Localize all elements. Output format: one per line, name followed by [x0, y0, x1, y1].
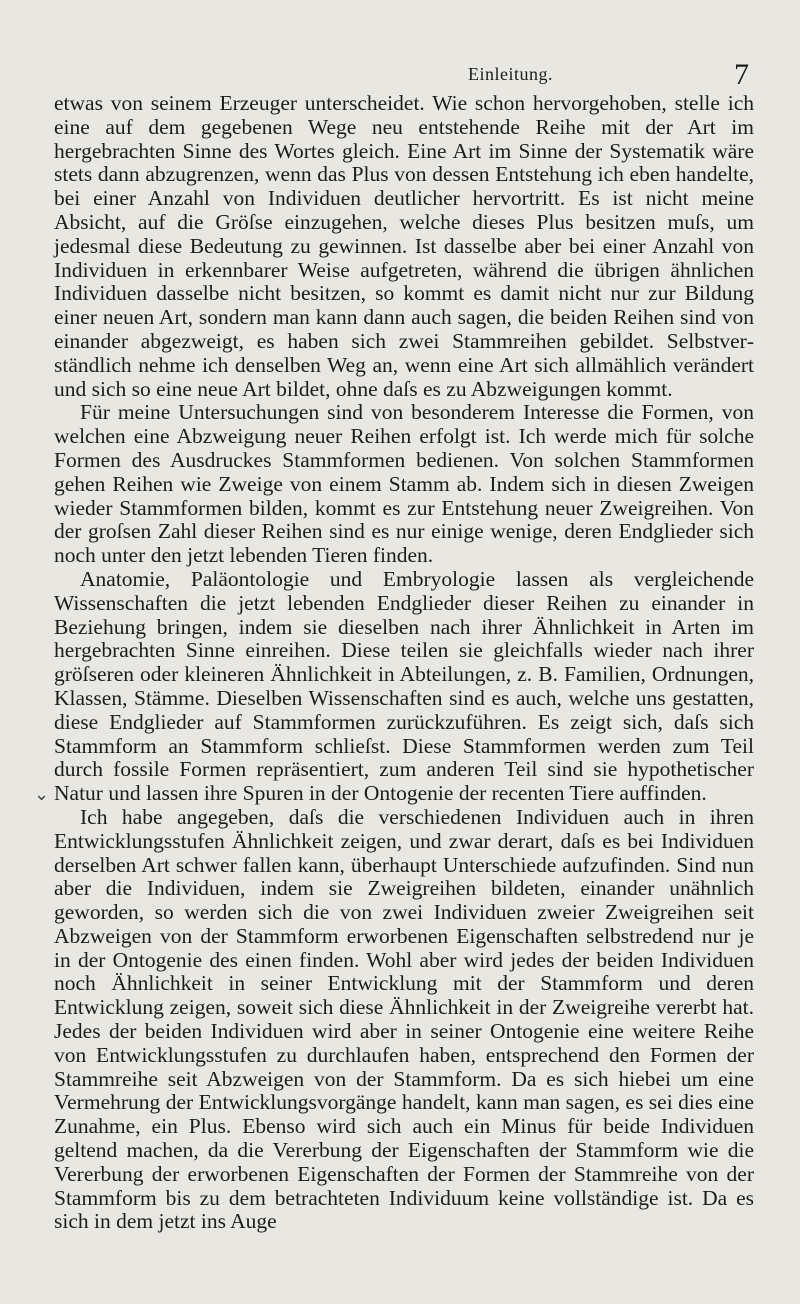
page-header [0, 58, 800, 90]
body-text [54, 92, 754, 1234]
paragraph-4: Ich habe angegeben, daſs die verschiedenen Individuen auch in ihren Entwicklungsstufen Ähnlichkeit zeigen, und zwar derart, daſs es bei Individuen derselben Art schwer fallen kann, überhaupt Unterschiede aufzufinden. Sind nun aber die Individuen, indem sie Zweigreihen bildeten, einander unähnlich geworden, so werden sich die von zwei Individuen zweier Zweigreihen seit Abzweigen von der Stammform erworbenen Eigenschaften selbstredend nur je in der Ontogenie des einen finden. Wohl aber wird jedes der beiden Individuen noch Ähnlichkeit in seiner Entwicklung mit der Stammform und deren Entwicklung zeigen, soweit sich diese Ähnlichkeit in der Zweigreihe vererbt hat. Jedes der beiden Individuen wird aber in seiner Ontogenie eine weitere Reihe von Entwicklungsstufen zu durchlaufen haben, entsprechend den Formen der Stammreihe seit Abzweigen von der Stammform. Da es sich hiebei um eine Vermehrung der Entwicklungsvorgänge handelt, kann man sagen, es sei dies eine Zunahme, ein Plus. Ebenso wird sich auch ein Minus für beide Individuen geltend machen, da die Vererbung der Eigenschaften der Stammform wie die Vererbung der erworbenen Eigenschaften der Formen der Stammreihe von der Stammform bis zu dem betrachteten Individuum keine vollständige ist. Da es sich in dem jetzt ins Auge [54, 804, 754, 1234]
paragraph-1: etwas von seinem Erzeuger unterscheidet. Wie schon hervorgehoben, stelle ich eine auf dem gegebenen Wege neu entstehende Reihe mit der Art im hergebrachten Sinne des Wortes gleich. Eine Art im Sinne der Systematik wäre stets dann abzugrenzen, wenn das Plus von dessen Entstehung ich eben handelte, bei einer Anzahl von Individuen deutlicher hervortritt. Es ist nicht meine Absicht, auf die Gröſse einzugehen, welche dieses Plus besitzen muſs, um jedesmal diese Bedeutung zu gewinnen. Ist dasselbe aber bei einer Anzahl von Individuen in erkennbarer Weise aufgetreten, während die übrigen ähnlichen Individuen dasselbe nicht besitzen, so kommt es damit nicht nur zur Bildung einer neuen Art, sondern man kann dann auch sagen, die beiden Reihen sind von einander abgezweigt, es haben sich zwei Stammreihen gebildet. Selbstverständlich nehme ich denselben Weg an, wenn eine Art sich allmählich verändert und sich so eine neue Art bildet, ohne daſs es zu Abzweigungen kommt. [54, 91, 754, 401]
paragraph-2: Für meine Untersuchungen sind von besonderem Interesse die Formen, von welchen eine Abzweigung neuer Reihen erfolgt ist. Ich werde mich für solche Formen des Ausdruckes Stammformen bedienen. Von solchen Stammformen gehen Reihen wie Zweige von einem Stamm ab. Indem sich in diesen Zweigen wieder Stammformen bilden, kommt es zur Entstehung neuer Zweigreihen. Von der groſsen Zahl dieser Reihen sind es nur einige wenige, deren Endglieder sich noch unter den jetzt lebenden Tieren finden. [54, 400, 754, 568]
running-head: Einleitung. [468, 64, 553, 84]
page-number: 7 [734, 58, 749, 91]
margin-mark: ⌄ [34, 784, 50, 804]
paragraph-3: Anatomie, Paläontologie und Embryologie lassen als vergleichende Wissenschaften die jetzt lebenden Endglieder dieser Reihen zu einander in Beziehung bringen, indem sie dieselben nach ihrer Ähnlichkeit in Arten im hergebrachten Sinne einreihen. Diese teilen sie gleichfalls wieder nach ihrer gröſseren oder kleineren Ähnlichkeit in Abteilungen, z. B. Familien, Ordnungen, Klassen, Stämme. Dieselben Wissenschaften sind es auch, welche uns gestatten, diese Endglieder auf Stammformen zurückzuführen. Es zeigt sich, daſs sich Stammform an Stammform schlieſst. Diese Stammformen werden zum Teil durch fossile Formen repräsentiert, zum anderen Teil sind sie hypothetischer Natur und lassen ihre Spuren in der Ontogenie der recenten Tiere auffinden. [54, 566, 754, 806]
